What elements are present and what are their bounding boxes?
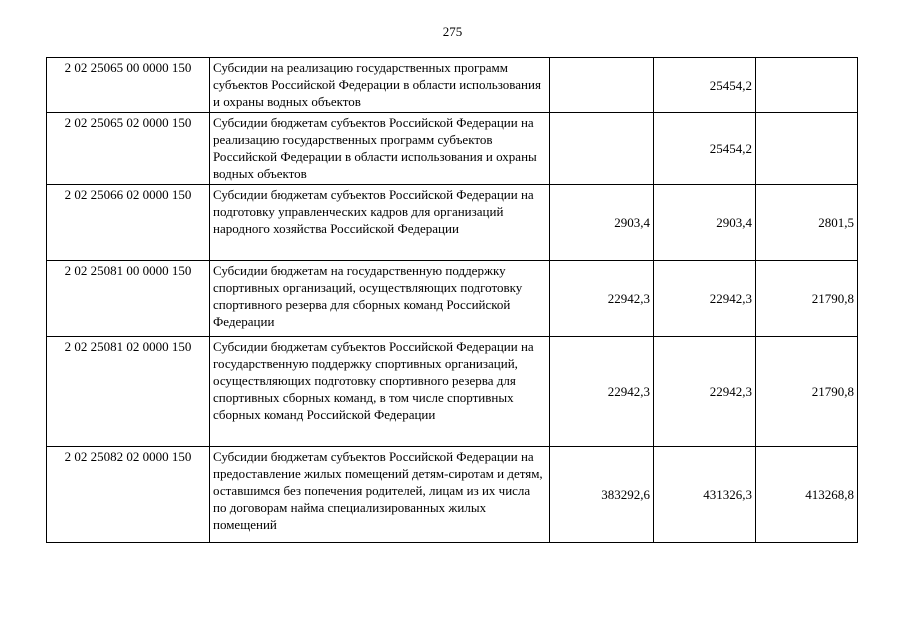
amount-col-2: 22942,3 [654, 337, 756, 447]
budget-table [46, 57, 858, 543]
classification-code: 2 02 25081 00 0000 150 [47, 261, 210, 337]
income-description: Субсидии бюджетам на государственную поддержку спортивных организаций, осуществляющих подготовку спортивного резерва для сборных команд Российской Федерации [210, 261, 550, 337]
income-description: Субсидии бюджетам субъектов Российской Федерации на реализацию государственных программ субъектов Российской Федерации в области использования и охраны водных объектов [210, 113, 550, 185]
classification-code: 2 02 25066 02 0000 150 [47, 185, 210, 261]
table-row [47, 185, 858, 261]
table-row [47, 58, 858, 113]
table-row [47, 113, 858, 185]
amount-col-2: 25454,2 [654, 113, 756, 185]
amount-col-3 [756, 113, 858, 185]
amount-col-1: 383292,6 [550, 447, 654, 543]
table-row [47, 337, 858, 447]
amount-col-2: 431326,3 [654, 447, 756, 543]
amount-col-1: 22942,3 [550, 337, 654, 447]
amount-col-2: 2903,4 [654, 185, 756, 261]
income-description: Субсидии бюджетам субъектов Российской Федерации на государственную поддержку спортивных организаций, осуществляющих подготовку спортивного резерва для спортивных сборных команд, в том числе спортивных сборных команд Российской Федерации [210, 337, 550, 447]
table-row [47, 447, 858, 543]
amount-col-1 [550, 113, 654, 185]
table-row [47, 261, 858, 337]
classification-code: 2 02 25082 02 0000 150 [47, 447, 210, 543]
amount-col-3: 21790,8 [756, 337, 858, 447]
classification-code: 2 02 25065 02 0000 150 [47, 113, 210, 185]
amount-col-2: 25454,2 [654, 58, 756, 113]
amount-col-1 [550, 58, 654, 113]
income-description: Субсидии на реализацию государственных программ субъектов Российской Федерации в области использования и охраны водных объектов [210, 58, 550, 113]
amount-col-3: 2801,5 [756, 185, 858, 261]
amount-col-3 [756, 58, 858, 113]
income-description: Субсидии бюджетам субъектов Российской Федерации на подготовку управленческих кадров для организаций народного хозяйства Российской Федерации [210, 185, 550, 261]
amount-col-3: 21790,8 [756, 261, 858, 337]
income-description: Субсидии бюджетам субъектов Российской Федерации на предоставление жилых помещений детям-сиротам и детям, оставшимся без попечения родителей, лицам из их числа по договорам найма специализированных жилых помещений [210, 447, 550, 543]
amount-col-1: 2903,4 [550, 185, 654, 261]
page-number: 275 [442, 24, 463, 39]
amount-col-3: 413268,8 [756, 447, 858, 543]
classification-code: 2 02 25081 02 0000 150 [47, 337, 210, 447]
classification-code: 2 02 25065 00 0000 150 [47, 58, 210, 113]
amount-col-1: 22942,3 [550, 261, 654, 337]
amount-col-2: 22942,3 [654, 261, 756, 337]
